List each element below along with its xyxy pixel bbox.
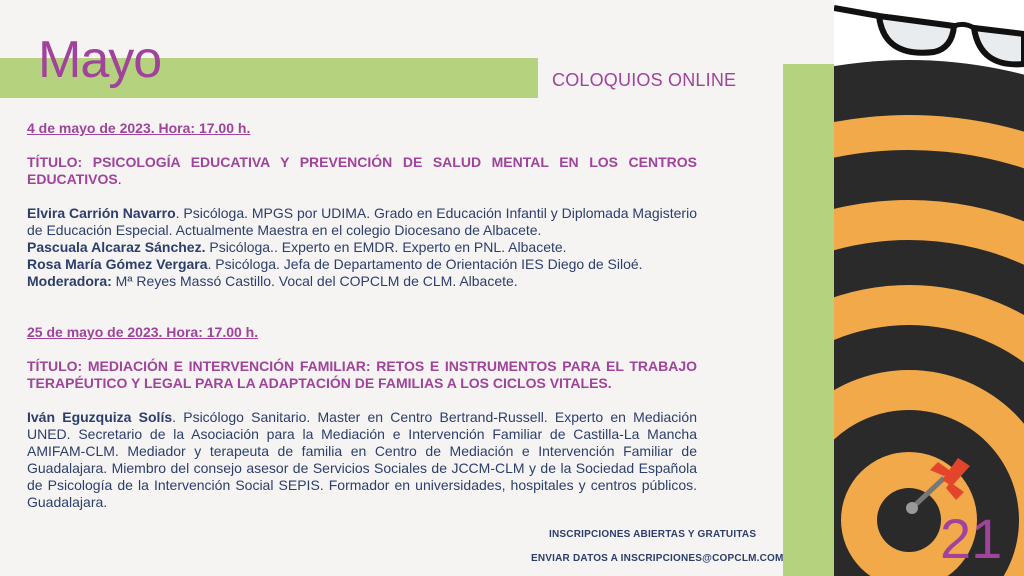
dartboard-illustration xyxy=(834,0,1024,576)
page-number: 21 xyxy=(940,507,1003,570)
speaker-name: Rosa María Gómez Vergara xyxy=(27,256,208,272)
registration-email: ENVIAR DATOS A INSCRIPCIONES@COPCLM.COM xyxy=(531,553,784,564)
section-label: COLOQUIOS ONLINE xyxy=(552,70,737,90)
speaker-desc: . Psicóloga. MPGS por UDIMA. Grado en Educación Infantil y Diplomada Magisterio de Educación Especial. Actualmente Maestra en el colegio Diocesano de Albacete. xyxy=(27,205,697,238)
event-title: TÍTULO: PSICOLOGÍA EDUCATIVA Y PREVENCIÓN DE SALUD MENTAL EN LOS CENTROS EDUCATIVOS. xyxy=(27,154,697,187)
speaker-name: Pascuala Alcaraz Sánchez. xyxy=(27,239,206,255)
event-date: 4 de mayo de 2023. Hora: 17.00 h. xyxy=(27,120,251,136)
green-side-strip xyxy=(783,64,834,576)
moderator-label: Moderadora: xyxy=(27,273,112,289)
event-title: TÍTULO: MEDIACIÓN E INTERVENCIÓN FAMILIAR: RETOS E INSTRUMENTOS PARA EL TRABAJO TERAPÉUTICO Y LEGAL PARA LA ADAPTACIÓN DE FAMILIAS A LOS CICLOS VITALES. xyxy=(27,358,697,391)
speaker-list xyxy=(27,409,697,511)
moderator-desc: Mª Reyes Massó Castillo. Vocal del COPCLM de CLM. Albacete. xyxy=(111,273,518,289)
glasses-icon xyxy=(834,8,1024,64)
speaker-desc: Psicóloga.. Experto en EMDR. Experto en PNL. Albacete. xyxy=(205,239,567,255)
dartboard-photo xyxy=(834,0,1024,576)
event-date: 25 de mayo de 2023. Hora: 17.00 h. xyxy=(27,324,259,340)
speaker-name: Elvira Carrión Navarro xyxy=(27,205,176,221)
registration-note: INSCRIPCIONES ABIERTAS Y GRATUITAS xyxy=(549,529,757,540)
dartboard-rings xyxy=(834,60,1024,576)
event-list xyxy=(27,120,697,511)
page-title: Mayo xyxy=(38,31,162,89)
speaker-name: Iván Eguzquiza Solís xyxy=(27,409,173,425)
speaker-list xyxy=(27,205,697,290)
speaker-desc: . Psicólogo Sanitario. Master en Centro Bertrand-Russell. Experto en Mediación UNED. Secretario de la Asociación para la Mediación e Intervención Familiar de Castilla-La Mancha AMIFAM-CLM. Mediador y terapeuta de familia en Centro de Mediación e Intervención Familiar de Guadalajara. Miembro del consejo asesor de Servicios Sociales de JCCM-CLM y de la Sociedad Española de Psicología de la Intervención Social SEPIS. Formador en universidades, hospitales y centros públicos. Guadalajara. xyxy=(27,409,697,510)
speaker-desc: . Psicóloga. Jefa de Departamento de Orientación IES Diego de Siloé. xyxy=(207,256,643,272)
